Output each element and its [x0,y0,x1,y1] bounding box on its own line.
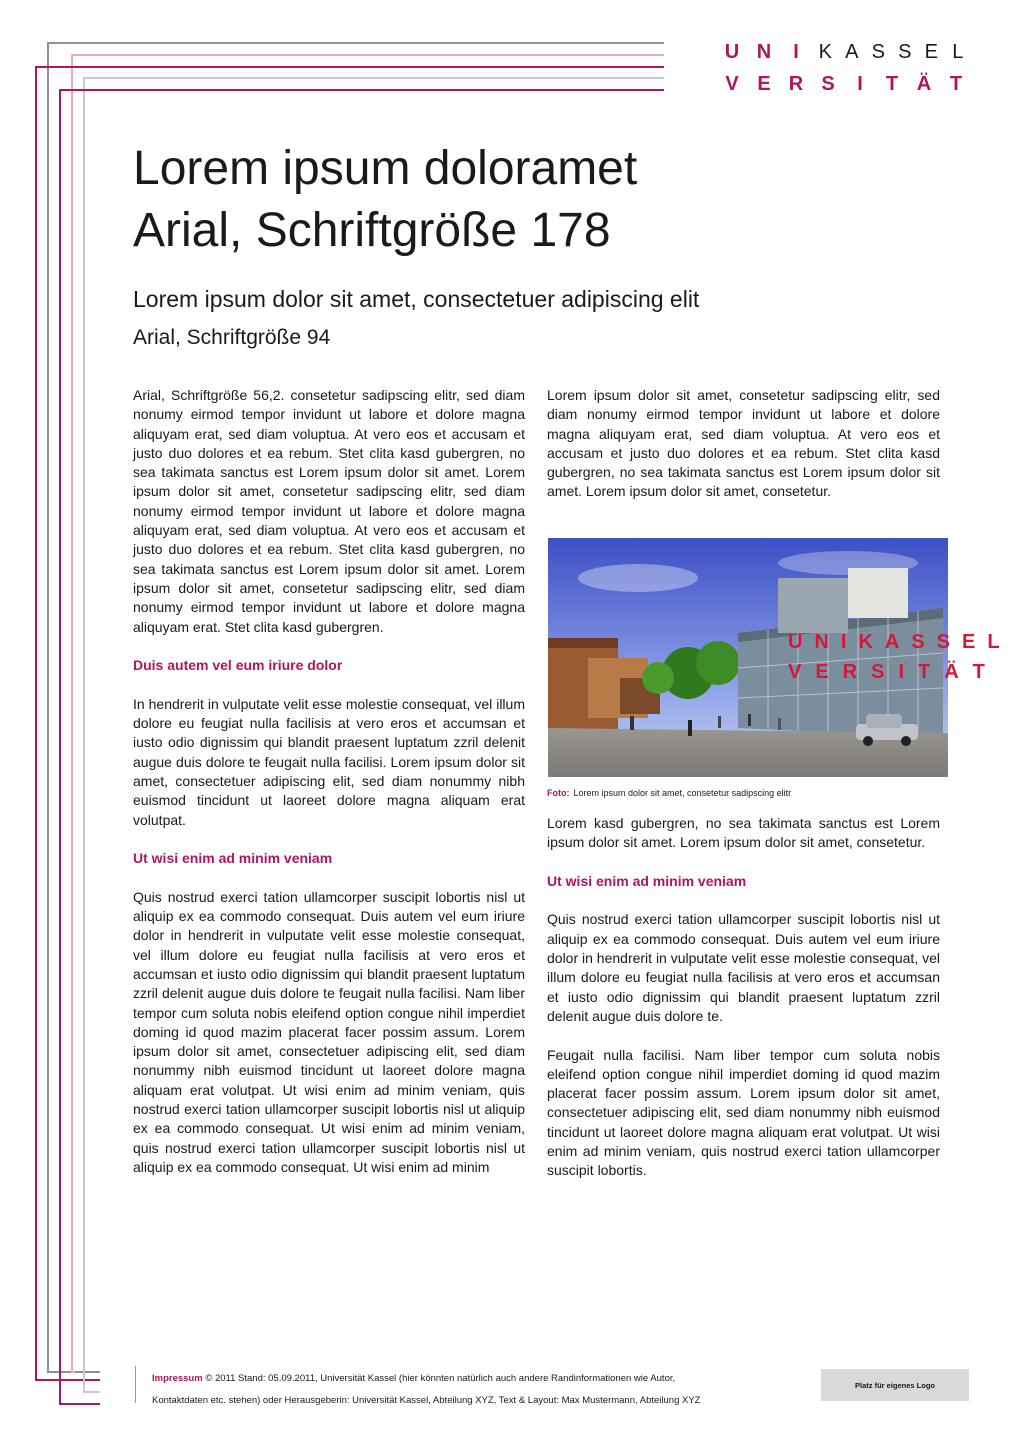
logo-letter: K [818,41,832,63]
footer-line-1 [152,1368,802,1390]
right-paragraph-4: Feugait nulla facilisi. Nam liber tempor cum soluta nobis eleifend option congue nihil imperdiet doming id quod mazim placerat facer possim assum. Lorem ipsum dolor sit amet, consectetuer adipiscing elit, sed diam nonummy nibh euismod tincidunt ut laoreet dolore magna aliquam erat volutpat. Ut wisi enim ad minim veniam, quis nostrud exerci tation ullamcorper suscipit lobortis. [547,1046,940,1179]
logo-letter: S [871,41,885,63]
campus-photo-illustration [548,538,1012,777]
campus-photo [548,538,1012,777]
footer-text-1: © 2011 Stand: 05.09.2011, Universität Kassel (hier könnten natürlich auch andere Randinformationen wie Autor, [205,1373,676,1384]
logo-letter: S [821,73,835,95]
logo-letter: E [757,73,771,95]
left-paragraph-3: Quis nostrud exerci tation ullamcorper suscipit lobortis nisl ut aliquip ex ea commodo consequat. Duis autem vel eum iriure dolor in hendrerit in vulputate velit esse molestie consequat, vel illum dolore eu feugiat nulla facilisis at vero eros et accumsan et iusto odio dignissim qui blandit praesent luptatum zzril delenit augue duis dolore te feugait nulla facilisi. Nam liber tempor cum soluta nobis eleifend option congue nihil imperdiet doming id quod mazim placerat facer possim assum. Lorem ipsum dolor sit amet, consectetuer adipiscing elit, sed diam nonummy nibh euismod tincidunt ut laoreet dolore magna aliquam erat volutpat. Ut wisi enim ad minim veniam, quis nostrud exerci tation ullamcorper suscipit lobortis nisl ut aliquip ex ea commodo consequat. Ut wisi enim ad minim veniam, quis nostrud exerci tation ullamcorper suscipit lobortis nisl ut aliquip ex ea commodo consequat. Ut wisi enim ad minim [133,888,525,1175]
left-text-column [133,386,525,1177]
logo-letter: T [885,73,899,95]
right-text-column-top [547,386,940,502]
imprint-label: Impressum [152,1373,203,1384]
logo-letter: V [725,73,739,95]
logo-row-2 [716,74,972,94]
logo-letter: N [756,41,772,63]
caption-label: Foto: [547,788,570,798]
document-subtitle-secondary: Arial, Schriftgröße 94 [133,326,331,349]
logo-letter: A [845,41,859,63]
left-paragraph-1: Arial, Schriftgröße 56,2. consetetur sadipscing elitr, sed diam nonumy eirmod tempor invidunt ut labore et dolore magna aliquyam erat, sed diam voluptua. At vero eos et accusam et justo duo dolores et ea rebum. Stet clita kasd gubergren, no sea takimata sanctus est Lorem ipsum dolor sit amet. Lorem ipsum dolor sit amet, consetetur sadipscing elitr, sed diam nonumy eirmod tempor invidunt ut labore et dolore magna aliquyam erat, sed diam voluptua. At vero eos et accusam et justo duo dolores et ea rebum. Stet clita kasd gubergren, no sea takimata sanctus est Lorem ipsum dolor sit amet. Lorem ipsum dolor sit amet, consetetur sadipscing elitr, sed diam nonumy eirmod tempor invidunt ut labore et dolore magna aliquyam erat. Stet clita kasd gubergren. [133,387,525,635]
university-logo [716,42,972,96]
logo-letter: I [857,73,863,95]
logo-letter: E [924,41,938,63]
left-paragraph-2: In hendrerit in vulputate velit esse molestie consequat, vel illum dolore eu feugiat nulla facilisis at vero eros et accumsan et iusto odio dignissim qui blandit praesent luptatum zzril delenit augue duis dolore te feugait nulla facilisi. Lorem ipsum dolor sit amet, consectetuer adipiscing elit, sed diam nonummy nibh euismod tincidunt ut laoreet dolore magna aliquam erat volutpat. [133,695,525,828]
imprint-footer [152,1368,802,1412]
caption-text: Lorem ipsum dolor sit amet, consetetur sadipscing elitr [573,788,792,798]
logo-letter: L [952,41,964,63]
right-paragraph-3: Quis nostrud exerci tation ullamcorper suscipit lobortis nisl ut aliquip ex ea commodo consequat. Duis autem vel eum iriure dolor in hendrerit in vulputate velit esse molestie consequat, vel illum dolore eu feugiat nulla facilisis at vero eros et accumsan et iusto odio dignissim qui blandit praesent luptatum zzril delenit augue duis dolore te. [547,911,940,1024]
logo-row-1 [716,42,971,62]
logo-letter: I [793,41,799,63]
footer-text-2: Kontaktdaten etc. stehen) oder Herausgeberin: Universität Kassel, Abteilung XYZ, Text & Layout: Max Mustermann, Abteilung XYZ [152,1395,701,1406]
photo-sign-line-2: VERSITÄT [788,661,999,683]
logo-letter: R [788,73,804,95]
logo-letter: Ä [916,73,932,95]
left-heading-1: Duis autem vel eum iriure dolor [133,657,343,674]
document-subtitle: Lorem ipsum dolor sit amet, consectetuer adipiscing elit [133,286,700,312]
footer-divider [135,1366,136,1403]
right-paragraph-2: Lorem kasd gubergren, no sea takimata sanctus est Lorem ipsum dolor sit amet. Lorem ipsum dolor sit amet, consetetur. [547,815,940,851]
photo-caption [547,787,791,799]
logo-letter: U [724,41,740,63]
document-title [133,138,637,262]
logo-letter: T [949,73,963,95]
logo-letter: S [898,41,912,63]
right-heading-1: Ut wisi enim ad minim veniam [547,872,747,889]
right-text-column-bottom [547,814,940,1181]
photo-sign-line-1: UNIKASSEL [788,631,1012,653]
title-line-2: Arial, Schriftgröße 178 [133,204,611,257]
left-heading-2: Ut wisi enim ad minim veniam [133,850,333,867]
logo-placeholder: Platz für eigenes Logo [821,1369,969,1401]
right-paragraph-1: Lorem ipsum dolor sit amet, consetetur sadipscing elitr, sed diam nonumy eirmod tempor invidunt ut labore et dolore magna aliquyam erat, sed diam voluptua. At vero eos et accusam et justo duo dolores et ea rebum. Stet clita kasd gubergren, no sea takimata sanctus est Lorem ipsum dolor sit amet. Lorem ipsum dolor sit amet, consetetur. [547,387,940,500]
title-line-1: Lorem ipsum doloramet [133,142,638,195]
